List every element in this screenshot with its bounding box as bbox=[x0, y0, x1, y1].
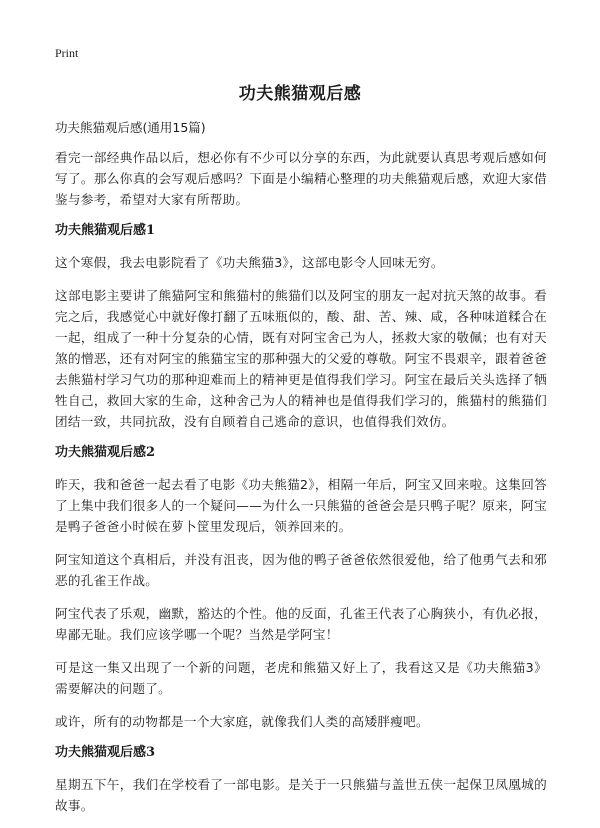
section-heading: 功夫熊猫观后感1 bbox=[55, 223, 156, 238]
article-subtitle: 功夫熊猫观后感(通用15篇) bbox=[55, 120, 206, 135]
article-body bbox=[55, 119, 547, 828]
section-paragraph: 这个寒假，我去电影院看了《功夫熊猫3》，这部电影令人回味无穷。 bbox=[55, 255, 444, 270]
page-title: 功夫熊猫观后感 bbox=[238, 84, 362, 104]
section-paragraph: 阿宝代表了乐观，幽默，豁达的个性。他的反面，孔雀王代表了心胸狭小，有仇必报，卑鄙无耻。我们应该学哪一个呢？当然是学阿宝！ bbox=[55, 606, 547, 642]
section-paragraph: 这部电影主要讲了熊猫阿宝和熊猫村的熊猫们以及阿宝的朋友一起对抗天煞的故事。看完之后，我感觉心中就好像打翻了五味瓶似的，酸、甜、苦、辣、咸，各种味道糅合在一起，组成了一种十分复杂的心情，既有对阿宝舍己为人，拯救大家的敬佩；也有对天煞的憎恶，还有对阿宝的熊猫宝宝的那种强大的父爱的尊敬。阿宝不畏艰辛，跟着爸爸去熊猫村学习气功的那种迎难而上的精神更是值得我们学习。阿宝在最后关头选择了牺牲自己，救回大家的生命，这种舍己为人的精神也是值得我们学习的，熊猫村的熊猫们团结一致，共同抗敌，没有自顾着自己逃命的意识，也值得我们效仿。 bbox=[55, 288, 547, 429]
section-paragraph: 可是这一集又出现了一个新的问题，老虎和熊猫又好上了，我看这又是《功夫熊猫3》需要解决的问题了。 bbox=[55, 660, 547, 696]
section-3 bbox=[55, 744, 547, 816]
section-paragraph: 阿宝知道这个真相后，并没有沮丧，因为他的鸭子爸爸依然很爱他，给了他勇气去和邪恶的孔雀王作战。 bbox=[55, 552, 547, 588]
section-2 bbox=[55, 444, 547, 732]
section-heading: 功夫熊猫观后感3 bbox=[55, 745, 156, 760]
print-link[interactable]: Print bbox=[55, 46, 79, 60]
intro-paragraph: 看完一部经典作品以后，想必你有不少可以分享的东西，为此就要认真思考观后感如何写了。那么你真的会写观后感吗？下面是小编精心整理的功夫熊猫观后感，欢迎大家借鉴与参考，希望对大家有所帮助。 bbox=[55, 150, 547, 207]
section-paragraph: 星期五下午，我们在学校看了一部电影。是关于一只熊猫与盖世五侠一起保卫凤凰城的故事。 bbox=[55, 777, 547, 813]
section-paragraph: 昨天，我和爸爸一起去看了电影《功夫熊猫2》，相隔一年后，阿宝又回来啦。这集回答了上集中我们很多人的一个疑问——为什么一只熊猫的爸爸会是只鸭子呢？原来，阿宝是鸭子爸爸小时候在萝卜筐里发现后，领养回来的。 bbox=[55, 477, 547, 534]
section-1 bbox=[55, 222, 547, 432]
section-paragraph: 或许，所有的动物都是一个大家庭，就像我们人类的高矮胖瘦吧。 bbox=[55, 714, 429, 729]
section-heading: 功夫熊猫观后感2 bbox=[55, 445, 156, 460]
